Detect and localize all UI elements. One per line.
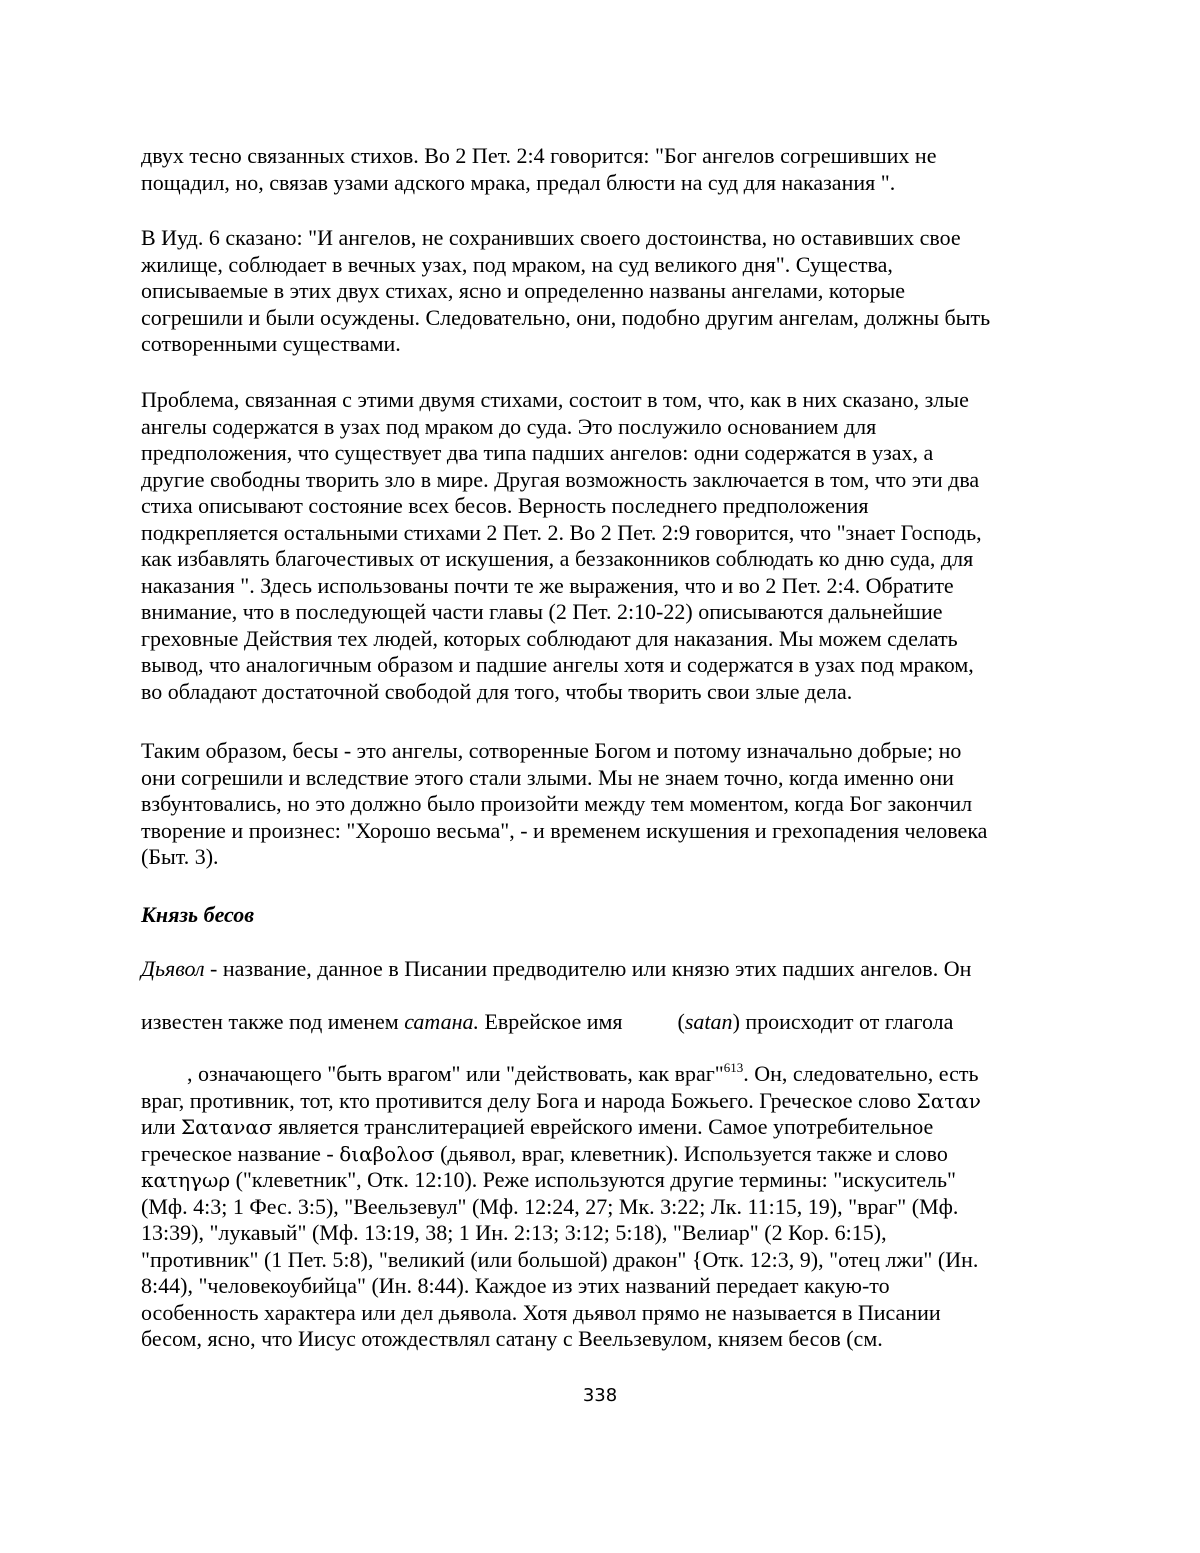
paragraph-line: сотворенными существами. (141, 331, 401, 356)
paragraph-7 (141, 1061, 1066, 1353)
paragraph-line: греховные Действия тех людей, которых соблюдают для наказания. Мы можем сделать (141, 625, 958, 651)
paragraph-text: ) происходит от глагола (732, 1009, 954, 1034)
italic-term: Дьявол (141, 956, 205, 981)
paragraph-line: во обладают достаточной свободой для того, чтобы творить свои злые дела. (141, 678, 853, 704)
paragraph-line: жилище, соблюдает в вечных узах, под мраком, на суд великого дня". Существа, (141, 251, 893, 277)
paragraph-line: "противник" (1 Пет. 5:8), "великий (или большой) дракон" {Отк. 12:3, 9), "отец лжи" (Ин. (141, 1246, 979, 1272)
paragraph-line: двух тесно связанных стихов. Во 2 Пет. 2:4 говорится: "Бог ангелов согрешивших не (141, 143, 937, 168)
paragraph-text: является транслитерацией еврейского имени. Самое употребительное (272, 1114, 934, 1139)
paragraph-line: наказания ". Здесь использованы почти те же выражения, что и во 2 Пет. 2:4. Обратите (141, 572, 954, 598)
paragraph-line: согрешили и были осуждены. Следовательно, они, подобно другим ангелам, должны быть (141, 304, 991, 330)
paragraph-line: творение и произнес: "Хорошо весьма", - и временем искушения и грехопадения человека (141, 817, 988, 843)
paragraph-line: подкрепляется остальными стихами 2 Пет. 2. Во 2 Пет. 2:9 говорится, что "знает Господь, (141, 519, 982, 545)
paragraph-line (141, 1009, 1066, 1036)
paragraph-text: . Он, следовательно, есть (743, 1061, 979, 1086)
paragraph-line: другие свободны творить зло в мире. Другая возможность заключается в том, что эти два (141, 466, 980, 492)
paragraph-line (141, 1061, 1066, 1088)
paragraph-line (141, 956, 1066, 983)
paragraph-line: (Мф. 4:3; 1 Фес. 3:5), "Веельзевул" (Мф. 12:24, 27; Мк. 3:22; Лк. 11:15, 19), "враг" (Мф. (141, 1193, 959, 1219)
paragraph-line: пощадил, но, связав узами адского мрака, предал блюсти на суд для наказания ". (141, 169, 896, 195)
heading-text: Князь бесов (141, 902, 255, 927)
footnote-ref[interactable]: 613 (723, 1060, 744, 1075)
paragraph-text: , означающего "быть врагом" или "действовать, как враг" (187, 1061, 724, 1086)
paragraph-line: предположения, что существует два типа падших ангелов: одни содержатся в узах, а (141, 440, 934, 465)
paragraph-line: особенность характера или дел дьявола. Хотя дьявол прямо не называется в Писании (141, 1299, 941, 1325)
paragraph-text: греческое название - (141, 1140, 340, 1166)
paragraph-text: ("клеветник", Отк. 12:10). Реже используются другие термины: "искуситель" (230, 1167, 957, 1192)
italic-term: satan (684, 1009, 733, 1034)
paragraph-line (141, 1141, 1066, 1168)
paragraph-text: Еврейское имя (478, 1009, 623, 1034)
paragraph-text: или (141, 1114, 182, 1139)
paragraph-text: ( (677, 1009, 685, 1034)
paragraph-line (141, 1167, 1066, 1194)
paragraph-line: взбунтовались, но это должно было произойти между тем моментом, когда Бог закончил (141, 791, 973, 816)
paragraph-line: бесом, ясно, что Иисус отождествлял сатану с Веельзевулом, князем бесов (см. (141, 1326, 883, 1351)
page-number: 338 (582, 1385, 618, 1406)
paragraph-line: вывод, что аналогичным образом и падшие ангелы хотя и содержатся в узах под мраком, (141, 652, 974, 677)
paragraph-line: внимание, что в последующей части главы (2 Пет. 2:10-22) описываются дальнейшие (141, 599, 943, 624)
paragraph-line: они согрешили и вследствие этого стали злыми. Мы не знаем точно, когда именно они (141, 764, 954, 790)
italic-term: сатана. (404, 1009, 479, 1034)
paragraph-line: описываемые в этих двух стихах, ясно и определенно названы ангелами, которые (141, 278, 906, 303)
paragraph-text: известен также под именем (141, 1009, 405, 1034)
greek-word: κατηγωρ (141, 1168, 231, 1192)
greek-word: Σατανασ (181, 1115, 273, 1139)
paragraph-5 (141, 956, 1066, 983)
paragraph-line: Таким образом, бесы - это ангелы, сотворенные Богом и потому изначально добрые; но (141, 738, 962, 763)
paragraph-line: Проблема, связанная с этими двумя стихами, состоит в том, что, как в них сказано, злые (141, 387, 969, 412)
paragraph-line: 8:44), "человекоубийца" (Ин. 8:44). Каждое из этих названий передает какую-то (141, 1273, 890, 1298)
paragraph-2 (141, 225, 1066, 358)
paragraph-1 (141, 143, 1066, 196)
paragraph-6 (141, 1009, 1066, 1036)
paragraph-line (141, 1114, 1066, 1141)
paragraph-line: (Быт. 3). (141, 844, 219, 869)
paragraph-text: (дьявол, враг, клеветник). Используется также и слово (434, 1140, 948, 1166)
paragraph-line: 13:39), "лукавый" (Мф. 13:19, 38; 1 Ин. 2:13; 3:12; 5:18), "Велиар" (2 Кор. 6:15), (141, 1220, 887, 1245)
paragraph-text: - название, данное в Писании предводителю или князю этих падших ангелов. Он (204, 956, 972, 981)
paragraph-text: враг, противник, тот, кто противится делу Бога и народа Божьего. Греческое слово (141, 1087, 917, 1113)
paragraph-4 (141, 738, 1066, 871)
paragraph-3 (141, 387, 1066, 705)
paragraph-line (141, 1088, 1066, 1115)
greek-word: Σαταν (916, 1088, 981, 1113)
paragraph-line: ангелы содержатся в узах под мраком до суда. Это послужило основанием для (141, 413, 877, 439)
paragraph-line: В Иуд. 6 сказано: "И ангелов, не сохранивших своего достоинства, но оставивших свое (141, 225, 961, 250)
greek-word: διαβολοσ (339, 1141, 435, 1166)
paragraph-line: стиха описывают состояние всех бесов. Верность последнего предположения (141, 493, 869, 518)
paragraph-line: как избавлять благочестивых от искушения, а беззаконников соблюдать ко дню суда, для (141, 546, 974, 571)
section-heading (141, 902, 1066, 929)
